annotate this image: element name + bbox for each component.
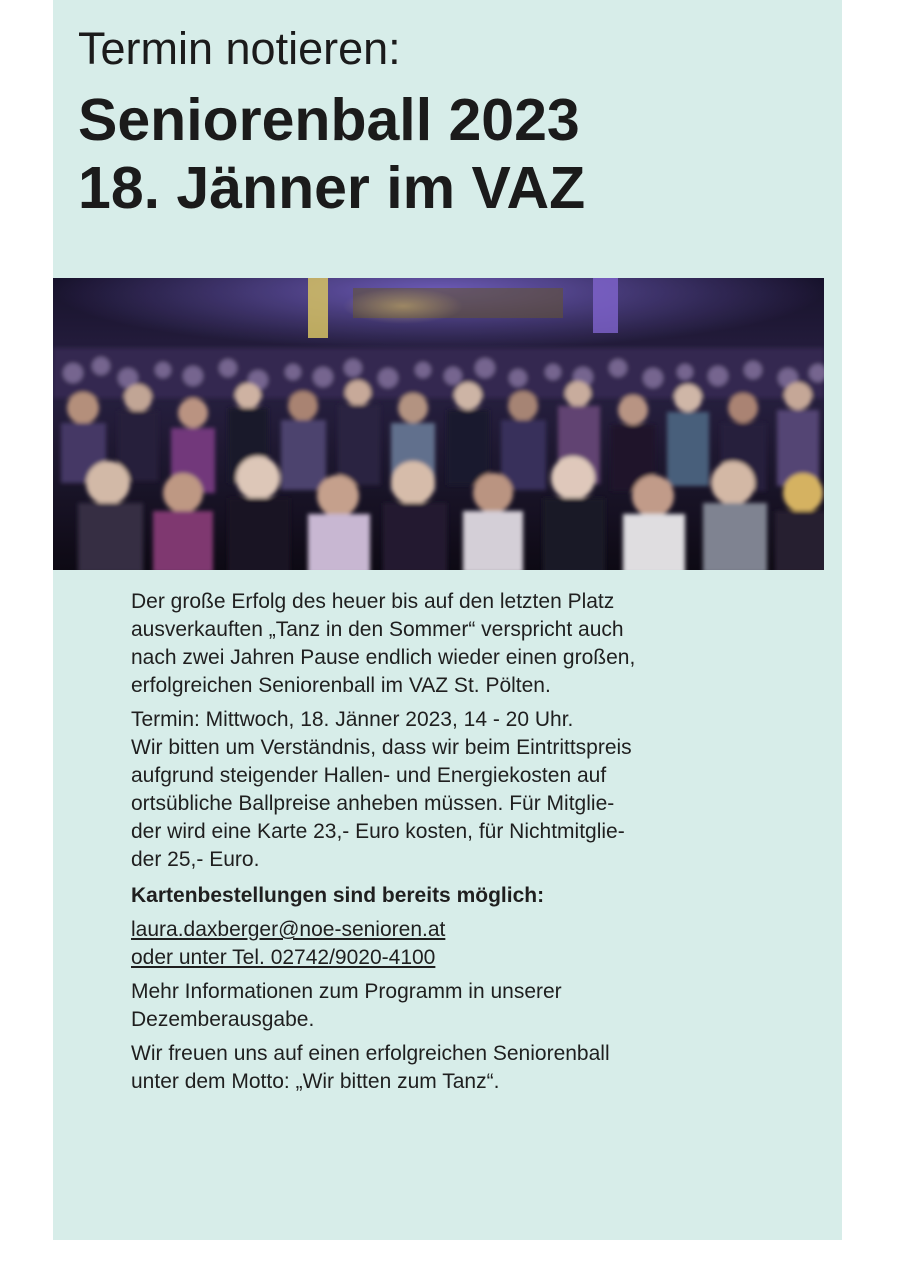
ballroom-photo-image	[53, 278, 824, 570]
text-line: Dezemberausgabe.	[131, 1008, 315, 1031]
text-line: Termin: Mittwoch, 18. Jänner 2023, 14 - 20 Uhr.	[131, 708, 574, 731]
heading-kicker: Termin notieren:	[78, 23, 401, 74]
text-line: aufgrund steigender Hallen- und Energiekosten auf	[131, 764, 607, 787]
text-line: der 25,- Euro.	[131, 848, 260, 871]
contact-phone-link[interactable]: oder unter Tel. 02742/9020-4100	[131, 946, 436, 969]
contact-email-link[interactable]: laura.daxberger@noe-senioren.at	[131, 918, 446, 941]
contact-block	[131, 916, 831, 972]
text-line: Wir bitten um Verständnis, dass wir beim Eintrittspreis	[131, 736, 632, 759]
text-line: Mehr Informationen zum Programm in unserer	[131, 980, 562, 1003]
heading-title-line-1: Seniorenball 2023	[78, 87, 580, 153]
order-heading: Kartenbestellungen sind bereits möglich:	[131, 884, 545, 907]
paragraph-intro	[131, 588, 831, 700]
text-line: ortsübliche Ballpreise anheben müssen. Für Mitglie-	[131, 792, 615, 815]
article-body	[131, 588, 831, 1102]
text-line: nach zwei Jahren Pause endlich wieder einen großen,	[131, 646, 636, 669]
text-line: der wird eine Karte 23,- Euro kosten, für Nichtmitglie-	[131, 820, 625, 843]
text-line: erfolgreichen Seniorenball im VAZ St. Pölten.	[131, 674, 551, 697]
heading-block	[78, 20, 778, 222]
text-line: Der große Erfolg des heuer bis auf den letzten Platz	[131, 590, 615, 613]
text-line: Wir freuen uns auf einen erfolgreichen Seniorenball	[131, 1042, 610, 1065]
paragraph-details	[131, 706, 831, 874]
ballroom-photo	[53, 278, 824, 570]
paragraph-closing	[131, 1040, 831, 1096]
heading-title-line-2: 18. Jänner im VAZ	[78, 155, 586, 221]
text-line: ausverkauften „Tanz in den Sommer“ verspricht auch	[131, 618, 624, 641]
paragraph-more-info	[131, 978, 831, 1034]
text-line: unter dem Motto: „Wir bitten zum Tanz“.	[131, 1070, 500, 1093]
